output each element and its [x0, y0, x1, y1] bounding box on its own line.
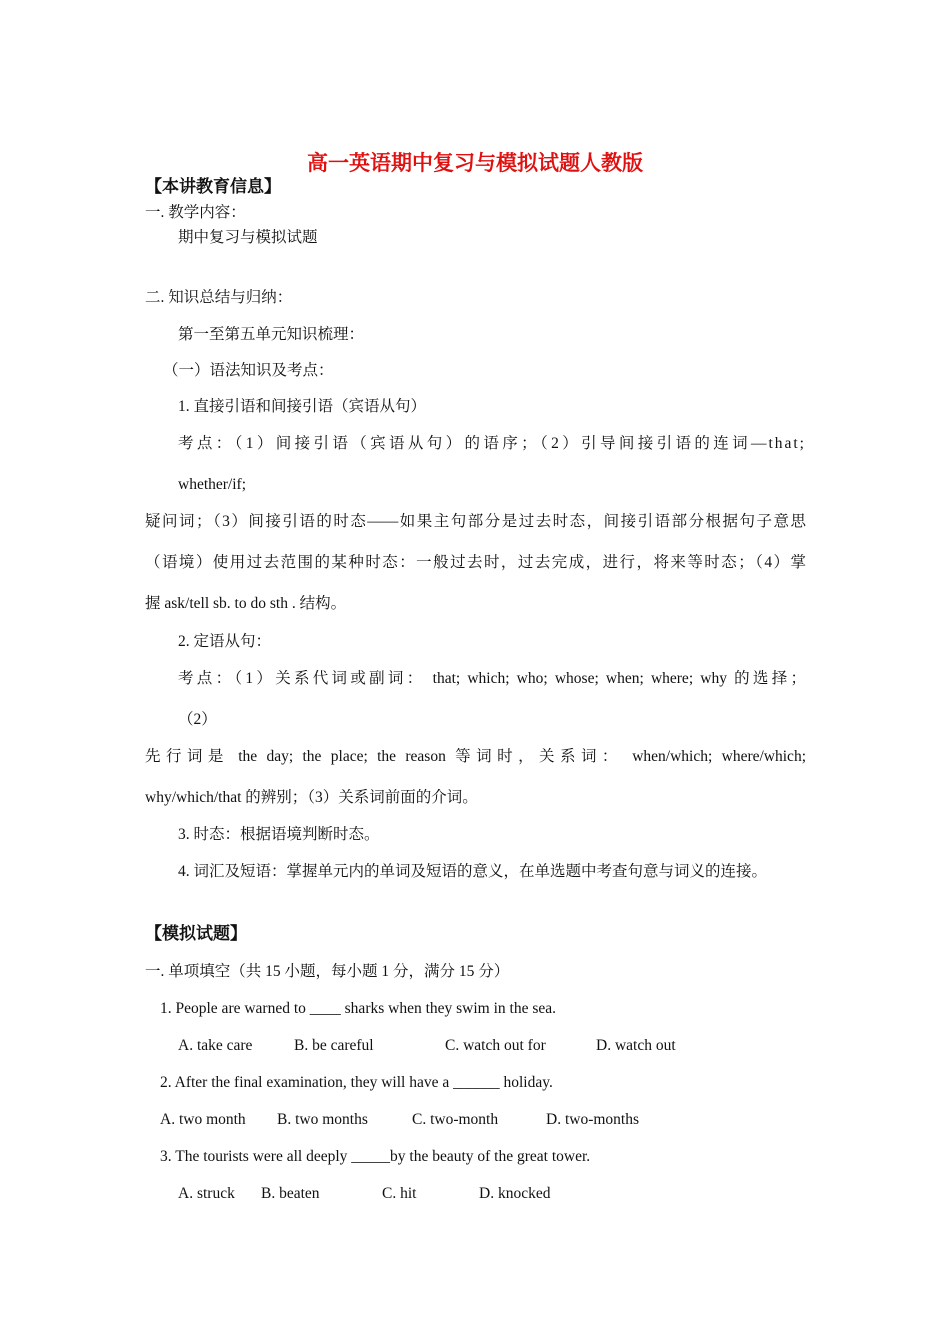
section-1-heading: 一. 教学内容：	[145, 204, 246, 221]
part-1-heading: 一. 单项填空（共 15 小题，每小题 1 分，满分 15 分）	[145, 963, 510, 980]
section-2-sub: 第一至第五单元知识梳理：	[178, 326, 365, 343]
question-3-stem: 3. The tourists were all deeply _____by the beauty of the great tower.	[160, 1148, 591, 1165]
question-1-option-a: A. take care	[178, 1037, 253, 1054]
item-3: 3. 时态：根据语境判断时态。	[178, 826, 380, 843]
question-2-stem: 2. After the final examination, they will have a ______ holiday.	[160, 1074, 553, 1091]
info-header: 【本讲教育信息】	[145, 177, 281, 196]
item-2-line-2: （2）	[178, 711, 217, 728]
grammar-heading: （一）语法知识及考点：	[163, 362, 334, 379]
question-3-option-c: C. hit	[382, 1185, 417, 1202]
mock-header: 【模拟试题】	[145, 924, 247, 943]
question-2-option-c: C. two-month	[412, 1111, 499, 1128]
question-1-option-b: B. be careful	[294, 1037, 374, 1054]
item-2-title: 2. 定语从句：	[178, 633, 272, 650]
section-2-heading: 二. 知识总结与归纳：	[145, 289, 293, 306]
item-1-line-5: 握 ask/tell sb. to do sth . 结构。	[145, 595, 347, 612]
item-2-line-4: why/which/that 的辨别；（3）关系词前面的介词。	[145, 789, 478, 806]
question-3-option-d: D. knocked	[479, 1185, 551, 1202]
question-2-option-d: D. two-months	[546, 1111, 639, 1128]
item-1-line-3: 疑问词；（3）间接引语的时态——如果主句部分是过去时态，间接引语部分根据句子意思	[145, 513, 806, 530]
question-2-option-b: B. two months	[277, 1111, 368, 1128]
item-2-line-1: 考点：（1）关系代词或副词： that; which; who; whose; when; where; why 的选择；	[178, 670, 806, 687]
item-1-line-2: whether/if;	[178, 476, 247, 493]
question-1-stem: 1. People are warned to ____ sharks when they swim in the sea.	[160, 1000, 557, 1017]
question-1-option-c: C. watch out for	[445, 1037, 546, 1054]
section-1-content: 期中复习与模拟试题	[178, 229, 318, 246]
item-1-line-4: （语境）使用过去范围的某种时态：一般过去时，过去完成，进行，将来等时态；（4）掌	[145, 554, 806, 571]
question-3-option-a: A. struck	[178, 1185, 235, 1202]
item-1-title: 1. 直接引语和间接引语（宾语从句）	[178, 398, 427, 415]
question-1-option-d: D. watch out	[596, 1037, 676, 1054]
item-1-line-1: 考点：（1）间接引语（宾语从句）的语序；（2）引导间接引语的连词—that;	[178, 435, 806, 452]
document-title: 高一英语期中复习与模拟试题人教版	[307, 151, 643, 175]
item-4: 4. 词汇及短语：掌握单元内的单词及短语的意义，在单选题中考查句意与词义的连接。	[178, 863, 768, 880]
question-2-option-a: A. two month	[160, 1111, 246, 1128]
question-3-option-b: B. beaten	[261, 1185, 320, 1202]
item-2-line-3: 先行词是 the day; the place; the reason 等词时，关系词： when/which; where/which;	[145, 748, 806, 765]
